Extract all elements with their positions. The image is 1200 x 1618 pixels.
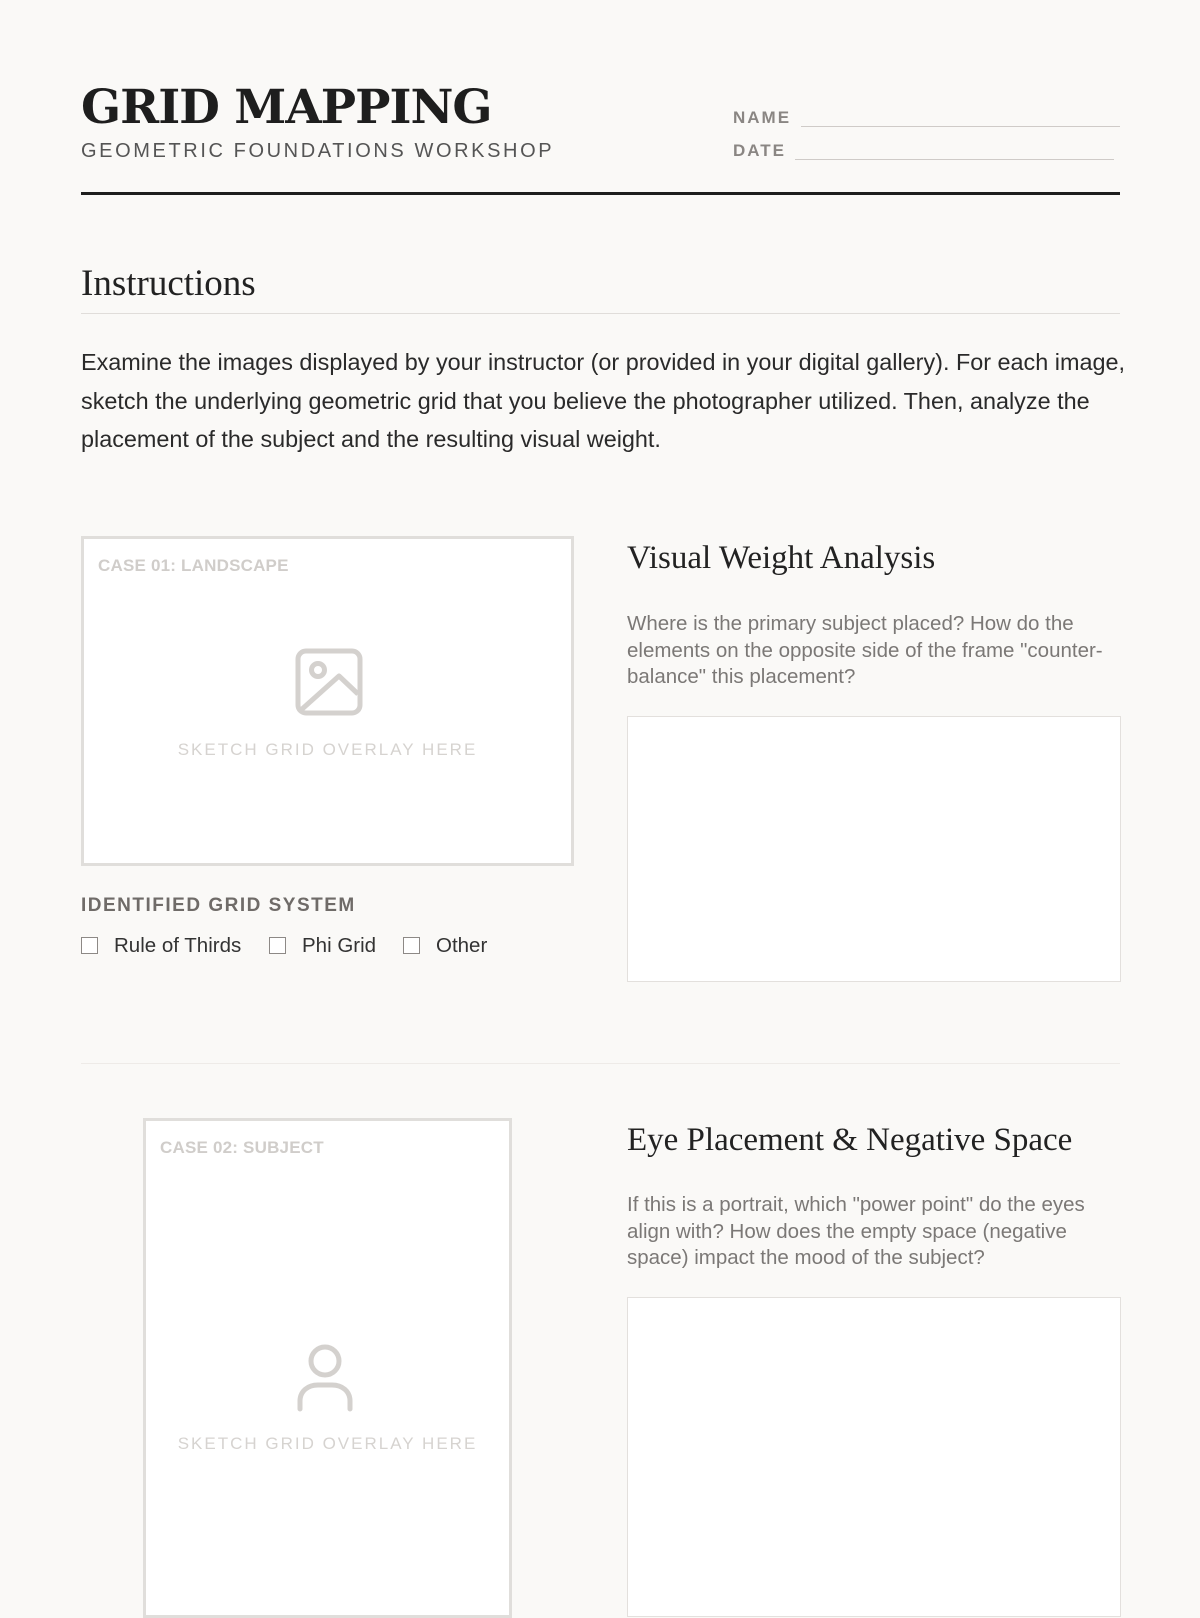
person-icon bbox=[295, 1343, 355, 1413]
page-title: GRID MAPPING bbox=[81, 80, 492, 135]
case-02-label: CASE 02: SUBJECT bbox=[160, 1138, 324, 1157]
eye-placement-title: Eye Placement & Negative Space bbox=[627, 1122, 1073, 1158]
checkbox-other[interactable] bbox=[403, 937, 420, 954]
case-01-sketch-area[interactable] bbox=[81, 536, 574, 866]
case-01-hint: SKETCH GRID OVERLAY HERE bbox=[177, 740, 478, 759]
case-02-hint: SKETCH GRID OVERLAY HERE bbox=[177, 1434, 478, 1453]
eye-placement-question: If this is a portrait, which "power point" do the eyes align with? How does the empty space (negative space) impact the mood of the subject? bbox=[627, 1193, 1085, 1269]
case-divider bbox=[81, 1063, 1120, 1064]
option-phi-grid: Phi Grid bbox=[302, 934, 377, 957]
date-label: DATE bbox=[733, 141, 787, 160]
visual-weight-answer[interactable] bbox=[627, 716, 1121, 982]
name-field[interactable] bbox=[801, 126, 1120, 127]
option-other: Other bbox=[436, 934, 488, 957]
case-01-label: CASE 01: LANDSCAPE bbox=[98, 556, 289, 575]
eye-placement-answer[interactable] bbox=[627, 1297, 1121, 1617]
checkbox-rule-of-thirds[interactable] bbox=[81, 937, 98, 954]
visual-weight-title: Visual Weight Analysis bbox=[627, 540, 936, 576]
option-rule-of-thirds: Rule of Thirds bbox=[114, 934, 242, 957]
instructions-heading: Instructions bbox=[81, 263, 256, 304]
page-subtitle: GEOMETRIC FOUNDATIONS WORKSHOP bbox=[81, 140, 555, 162]
date-field[interactable] bbox=[795, 159, 1114, 160]
visual-weight-question: Where is the primary subject placed? How do the elements on the opposite side of the frame "counter-balance" this placement? bbox=[627, 612, 1103, 688]
instructions-rule bbox=[81, 313, 1120, 314]
checkbox-phi-grid[interactable] bbox=[269, 937, 286, 954]
case-02-sketch-area[interactable] bbox=[143, 1118, 512, 1618]
name-label: NAME bbox=[733, 108, 792, 127]
image-icon bbox=[295, 648, 363, 716]
worksheet-header bbox=[81, 78, 1120, 195]
grid-system-label: IDENTIFIED GRID SYSTEM bbox=[81, 895, 356, 916]
instructions-body: Examine the images displayed by your instructor (or provided in your digital gallery). For each image, sketch the underlying geometric grid that you believe the photographer utilized. Then, analyze the placement of the subject and the resulting visual weight. bbox=[81, 349, 1125, 452]
